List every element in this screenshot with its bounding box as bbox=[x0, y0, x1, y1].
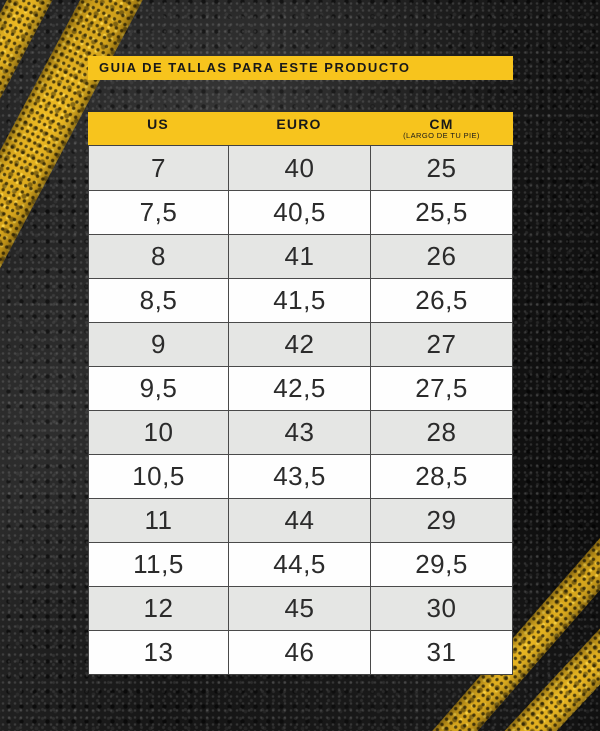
size-row bbox=[89, 630, 512, 674]
column-header-cm bbox=[370, 112, 513, 145]
column-header-us bbox=[88, 112, 228, 145]
column-header-us-label: US bbox=[147, 115, 169, 132]
size-cell: 7 bbox=[89, 146, 229, 190]
size-guide-title: GUIA DE TALLAS PARA ESTE PRODUCTO bbox=[88, 56, 513, 80]
size-cell: 28 bbox=[426, 417, 457, 447]
size-row bbox=[89, 322, 512, 366]
size-cell: 28,5 bbox=[415, 461, 468, 491]
size-row bbox=[89, 542, 512, 586]
size-cell: 11,5 bbox=[89, 543, 229, 586]
size-cell: 9,5 bbox=[89, 367, 229, 410]
size-cell: 9 bbox=[89, 323, 229, 366]
size-cell: 26,5 bbox=[415, 285, 468, 315]
size-row bbox=[89, 586, 512, 630]
size-cell: 29,5 bbox=[415, 549, 468, 579]
size-cell: 41 bbox=[229, 235, 371, 278]
size-row bbox=[89, 454, 512, 498]
column-header-cm-label: CM bbox=[429, 115, 454, 132]
size-cell: 42,5 bbox=[229, 367, 371, 410]
size-cell: 10 bbox=[89, 411, 229, 454]
column-header-euro-label: EURO bbox=[276, 115, 322, 132]
size-cell: 27,5 bbox=[415, 373, 468, 403]
size-cell: 43 bbox=[229, 411, 371, 454]
column-header-euro bbox=[228, 112, 370, 145]
size-row bbox=[89, 278, 512, 322]
size-row bbox=[89, 146, 512, 190]
size-row bbox=[89, 234, 512, 278]
size-cell: 8,5 bbox=[89, 279, 229, 322]
size-cell: 30 bbox=[426, 593, 457, 623]
size-cell: 41,5 bbox=[229, 279, 371, 322]
size-row bbox=[89, 410, 512, 454]
size-cell: 46 bbox=[229, 631, 371, 674]
size-guide-panel bbox=[88, 56, 513, 675]
size-cell: 7,5 bbox=[89, 191, 229, 234]
size-cell: 25 bbox=[426, 152, 457, 183]
size-cell: 45 bbox=[229, 587, 371, 630]
size-cell: 31 bbox=[426, 637, 457, 667]
size-cell: 10,5 bbox=[89, 455, 229, 498]
size-cell: 43,5 bbox=[229, 455, 371, 498]
column-header-cm-sublabel: (LARGO DE TU PIE) bbox=[403, 130, 480, 140]
size-cell: 40,5 bbox=[229, 191, 371, 234]
size-cell: 42 bbox=[229, 323, 371, 366]
size-table-header bbox=[88, 112, 513, 145]
size-cell: 44,5 bbox=[229, 543, 371, 586]
size-cell: 25,5 bbox=[415, 197, 468, 227]
size-cell: 29 bbox=[426, 505, 457, 535]
size-cell: 26 bbox=[426, 241, 457, 271]
size-cell: 11 bbox=[89, 499, 229, 542]
size-cell: 44 bbox=[229, 499, 371, 542]
size-row bbox=[89, 190, 512, 234]
size-cell: 40 bbox=[229, 146, 371, 190]
size-row bbox=[89, 498, 512, 542]
size-row bbox=[89, 366, 512, 410]
size-cell: 8 bbox=[89, 235, 229, 278]
size-table bbox=[88, 145, 513, 675]
size-cell: 12 bbox=[89, 587, 229, 630]
size-cell: 27 bbox=[426, 329, 457, 359]
size-cell: 13 bbox=[89, 631, 229, 674]
